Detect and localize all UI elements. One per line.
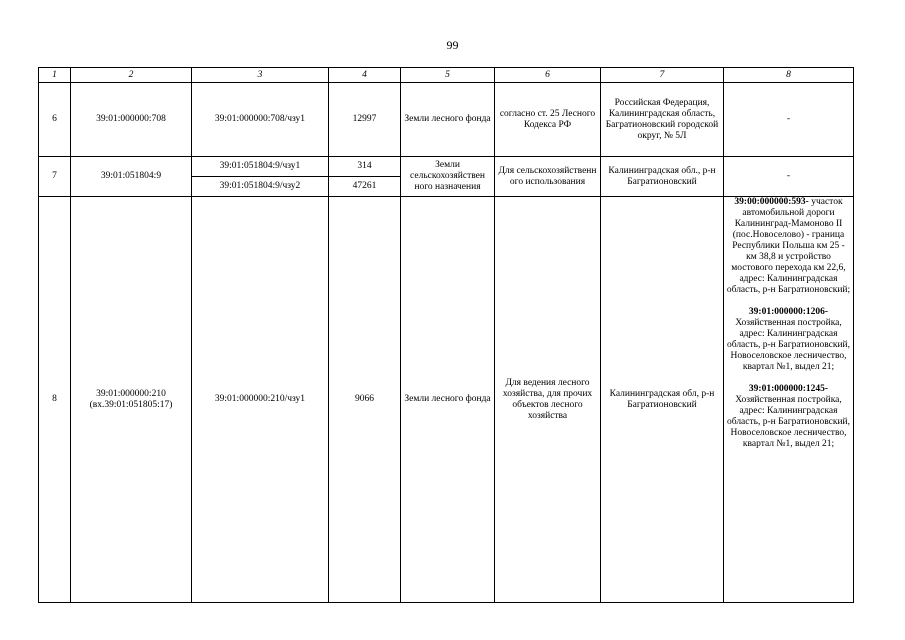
- header-cell: 2: [71, 68, 192, 83]
- page-number: 99: [446, 38, 459, 52]
- permitted-use-cell: Для ведения лесного хозяйства, для прочих объектов лесного хозяйства: [495, 197, 601, 603]
- row-number-cell: 7: [39, 157, 71, 197]
- part-id-cell: 39:01:051804:9/чзу2: [192, 177, 329, 197]
- part-id-cell: 39:01:000000:210/чзу1: [192, 197, 329, 603]
- land-category-cell: Земли лесного фонда: [401, 197, 495, 603]
- address-cell: Калининградская обл., р-н Багратионовский: [601, 157, 724, 197]
- cadastral-number-cell: 39:01:000000:708: [71, 83, 192, 157]
- owners-cell: [724, 197, 854, 603]
- owner-description: Хозяйственная постройка, адрес: Калининградская область, р-н Багратионовский, Новоселовское лесничество, квартал №1, выдел 21;: [726, 395, 851, 449]
- land-category-cell: Земли сельскохозяйствен ного назначения: [401, 157, 495, 197]
- permitted-use-cell: Для сельскохозяйственн ого использования: [495, 157, 601, 197]
- cadastral-number-cell: 39:01:051804:9: [71, 157, 192, 197]
- table-row: [39, 83, 854, 157]
- address-cell: Калининградская обл, р-н Багратионовский: [601, 197, 724, 603]
- land-plots-table: [38, 67, 854, 603]
- header-cell: 6: [495, 68, 601, 83]
- address-cell: Российская Федерация, Калининградская область, Багратионовский городской округ, № 5Л: [601, 83, 724, 157]
- table-row: [39, 157, 854, 177]
- owner-cadastral-code: 39:01:000000:1206-: [748, 307, 829, 317]
- cadastral-number-cell: 39:01:000000:210 (вх.39:01:051805:17): [71, 197, 192, 603]
- header-cell: 7: [601, 68, 724, 83]
- row-number-cell: 6: [39, 83, 71, 157]
- header-cell: 8: [724, 68, 854, 83]
- owner-cadastral-code: 39:00:000000:593-: [734, 197, 809, 207]
- header-cell: 1: [39, 68, 71, 83]
- header-row: [39, 68, 854, 83]
- land-category-cell: Земли лесного фонда: [401, 83, 495, 157]
- area-cell: 9066: [329, 197, 401, 603]
- part-id-cell: 39:01:000000:708/чзу1: [192, 83, 329, 157]
- part-id-cell: 39:01:051804:9/чзу1: [192, 157, 329, 177]
- header-cell: 5: [401, 68, 495, 83]
- area-cell: 47261: [329, 177, 401, 197]
- owner-entry: [726, 197, 851, 296]
- owner-description: Хозяйственная постройка, адрес: Калининградская область, р-н Багратионовский, Новоселовское лесничество, квартал №1, выдел 21;: [726, 318, 851, 372]
- area-cell: 12997: [329, 83, 401, 157]
- header-cell: 4: [329, 68, 401, 83]
- owners-cell: -: [724, 157, 854, 197]
- owner-cadastral-code: 39:01:000000:1245-: [748, 384, 829, 394]
- owner-description: участок автомобильной дороги Калининград-Мамоново II (пос.Новоселово) - граница Республики Польша км 25 - км 38,8 и устройство мостового перехода км 22,6, адрес: Калининградская область, р-н Багратионовский;: [726, 197, 851, 295]
- area-cell: 314: [329, 157, 401, 177]
- owner-entry: [726, 307, 851, 373]
- table-row: [39, 197, 854, 603]
- header-cell: 3: [192, 68, 329, 83]
- owner-entry: [726, 384, 851, 450]
- row-number-cell: 8: [39, 197, 71, 603]
- permitted-use-cell: согласно ст. 25 Лесного Кодекса РФ: [495, 83, 601, 157]
- owners-cell: -: [724, 83, 854, 157]
